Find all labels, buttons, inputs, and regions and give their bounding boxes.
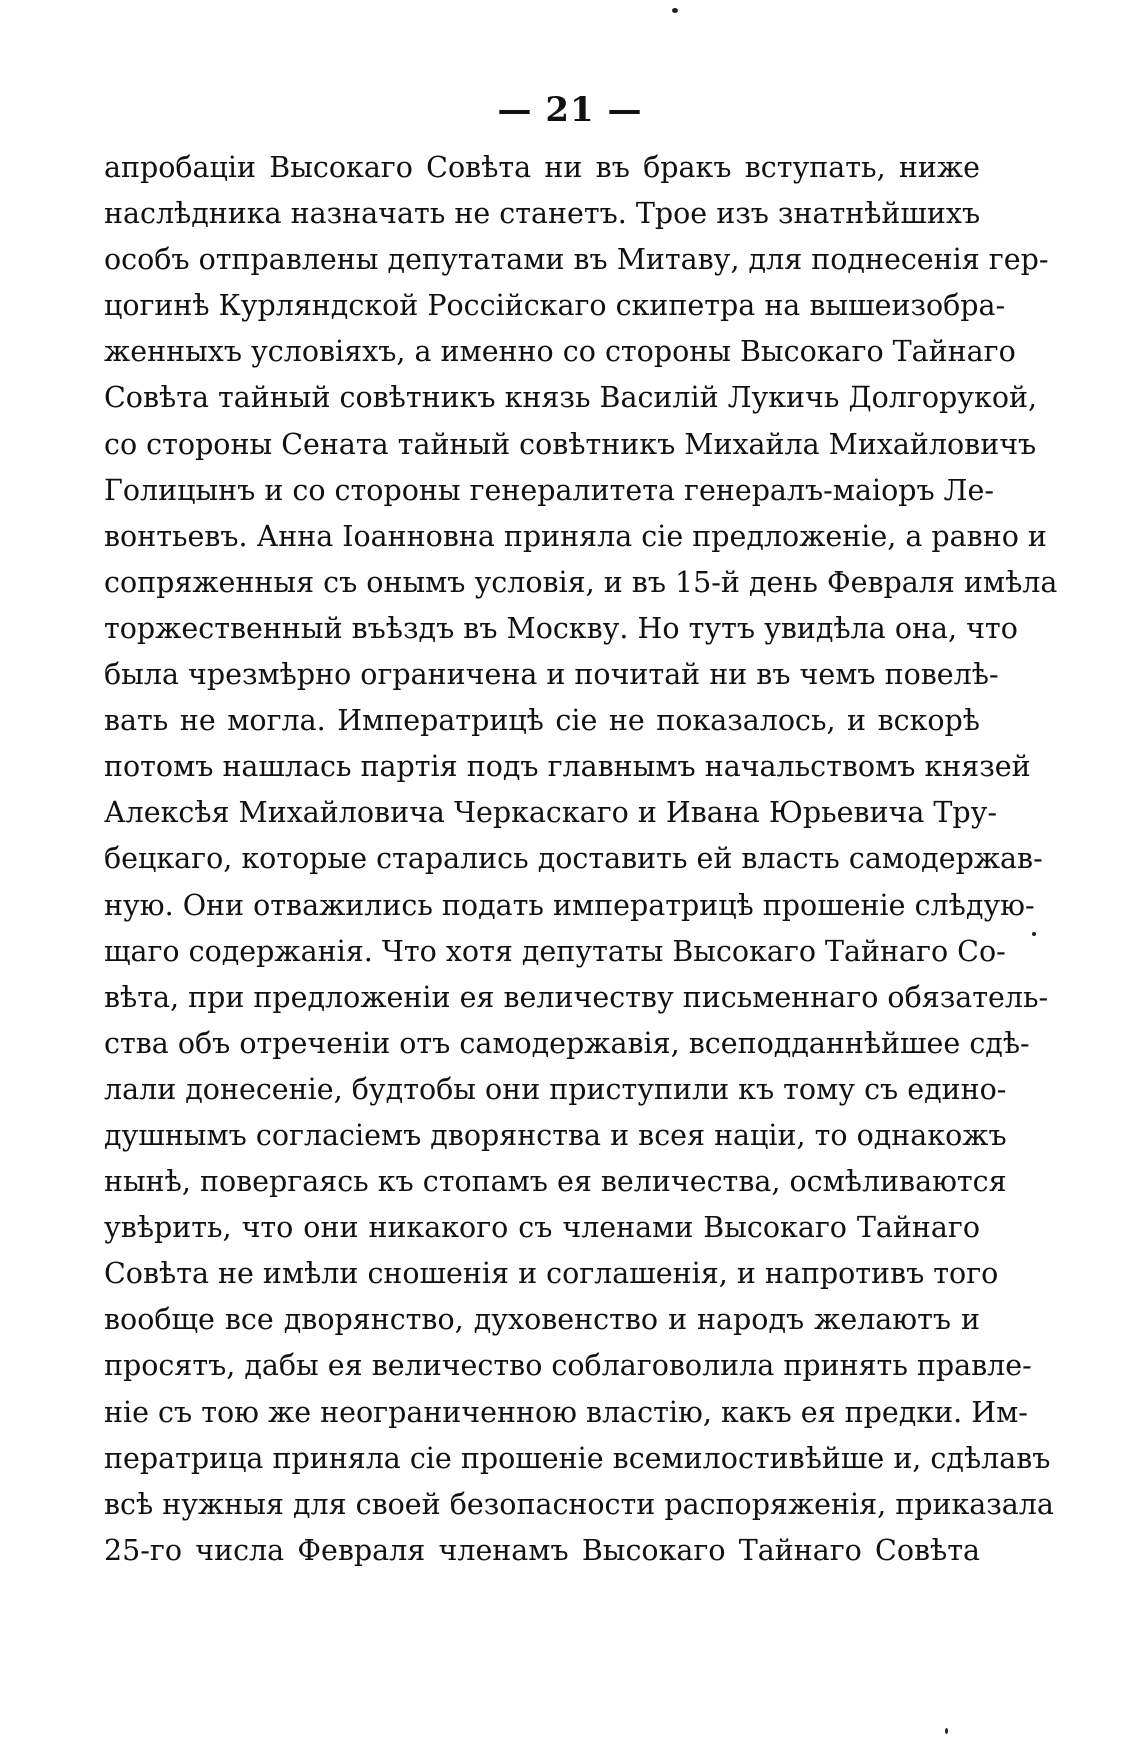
text-line: Голицынъ и со стороны генералитета генералъ-маіоръ Ле- — [104, 473, 994, 507]
text-line: сопряженныя съ онымъ условія, и въ 15-й день Февраля имѣла — [104, 565, 1058, 599]
text-line: наслѣдника назначать не станетъ. Трое изъ знатнѣйшихъ — [104, 197, 981, 231]
text-line: ніе съ тою же неограниченною властію, какъ ея предки. Им- — [104, 1395, 1028, 1429]
text-line: душнымъ согласіемъ дворянства и всея націи, то однакожъ — [104, 1118, 1007, 1152]
text-line: торжественный въѣздъ въ Москву. Но тутъ увидѣла она, что — [104, 611, 1018, 645]
text-line: 25-го числа Февраля членамъ Высокаго Тайнаго Совѣта — [104, 1533, 980, 1567]
text-line: лали донесеніе, будтобы они приступили къ тому съ едино- — [104, 1072, 1007, 1106]
text-line: всѣ нужныя для своей безопасности распоряженія, приказала — [104, 1487, 1054, 1521]
text-line: бецкаго, которые старались доставить ей власть самодержав- — [104, 842, 1043, 876]
text-line: ную. Они отважились подать императрицѣ прошеніе слѣдую- — [104, 888, 1035, 922]
text-line: ператрица приняла сіе прошеніе всемилостивѣйше и, сдѣлавъ — [104, 1441, 1051, 1475]
ink-speck — [672, 8, 678, 13]
text-line: вонтьевъ. Анна Іоанновна приняла сіе предложеніе, а равно и — [104, 519, 1047, 553]
text-line: увѣрить, что они никакого съ членами Высокаго Тайнаго — [104, 1211, 980, 1245]
text-line: вѣта, при предложеніи ея величеству письменнаго обязатель- — [104, 980, 1049, 1014]
text-line: женныхъ условіяхъ, а именно со стороны Высокаго Тайнаго — [104, 335, 1016, 369]
text-line: потомъ нашлась партія подъ главнымъ начальствомъ князей — [104, 750, 1031, 784]
text-line: была чрезмѣрно ограничена и почитай ни въ чемъ повелѣ- — [104, 658, 999, 692]
text-line: ства объ отреченіи отъ самодержавія, всеподданнѣйшее сдѣ- — [104, 1026, 1030, 1060]
text-line: вообще все дворянство, духовенство и народъ желаютъ и — [104, 1303, 980, 1337]
text-line: особъ отправлены депутатами въ Митаву, для поднесенія гер- — [104, 243, 1049, 277]
text-line: Совѣта не имѣли сношенія и соглашенія, и напротивъ того — [104, 1257, 999, 1291]
ink-speck — [1032, 932, 1036, 936]
text-line: просятъ, дабы ея величество соблаговолила принять правле- — [104, 1349, 1032, 1383]
text-line: нынѣ, повергаясь къ стопамъ ея величества, осмѣливаются — [104, 1165, 1007, 1199]
body-text — [104, 145, 1058, 1574]
text-line: Совѣта тайный совѣтникъ князь Василій Лукичь Долгорукой, — [104, 381, 1038, 415]
text-line: Алексѣя Михайловича Черкаскаго и Ивана Юрьевича Тру- — [104, 796, 998, 830]
page-number: — 21 — — [497, 90, 643, 130]
text-line: вать не могла. Императрицѣ сіе не показалось, и вскорѣ — [104, 704, 980, 738]
text-line: со стороны Сената тайный совѣтникъ Михайла Михайловичъ — [104, 427, 1037, 461]
text-line: апробаціи Высокаго Совѣта ни въ бракъ вступать, ниже — [104, 151, 980, 184]
text-line: цогинѣ Курляндской Россійскаго скипетра на вышеизобра- — [104, 289, 1006, 323]
text-line: щаго содержанія. Что хотя депутаты Высокаго Тайнаго Со- — [104, 934, 1006, 968]
ink-speck — [945, 1728, 948, 1734]
